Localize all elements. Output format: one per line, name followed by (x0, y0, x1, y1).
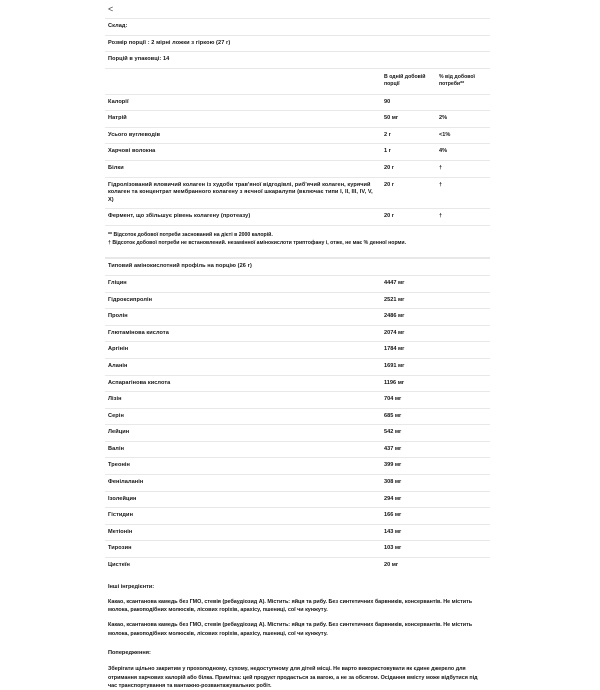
table-row (105, 524, 490, 541)
amino-acid-amount: 685 мг (384, 412, 402, 419)
amino-acid-label: Фенілаланін (108, 479, 144, 486)
amino-acid-label: Валін (108, 445, 125, 452)
amino-acid-amount: 20 мг (384, 562, 399, 569)
back-chevron-icon[interactable]: < (108, 3, 114, 14)
amino-acid-amount: 166 мг (384, 512, 402, 519)
nutrient-label: Фермент, що збільшує рівень колагену (протеазу) (108, 213, 251, 220)
table-row (105, 424, 490, 441)
table-row (105, 160, 490, 177)
servings-per-container-row (105, 51, 490, 68)
column-header-daily-value: % від добової потреби** (439, 73, 476, 88)
supplement-facts-panel (105, 0, 490, 690)
amino-acid-label: Гліцин (108, 279, 127, 286)
table-row (105, 491, 490, 508)
amino-acid-label: Ізолейцин (108, 495, 137, 502)
amino-acid-amount: 2521 мг (384, 296, 405, 303)
table-row (105, 110, 490, 127)
other-ingredients-section (105, 583, 490, 639)
serving-size-label: Розмір порції : 2 мірні ложки з гіркою (27 г) (108, 39, 231, 46)
nutrient-label: Калорії (108, 98, 129, 105)
amino-acid-label: Гідроксипролін (108, 296, 153, 303)
amino-profile-title: Типовий амінокислотний профіль на порцію (26 г) (108, 263, 252, 270)
nutrient-amount: 1 г (384, 148, 391, 155)
table-row (105, 292, 490, 309)
amino-acid-amount: 1196 мг (384, 379, 405, 386)
amino-acid-label: Метіонін (108, 528, 133, 535)
amino-acid-amount: 294 мг (384, 495, 402, 502)
table-row (105, 557, 490, 574)
table-row (105, 474, 490, 491)
other-ingredients-paragraph-1: Какао, ксантанова камедь без ГМО, стевія (ребаудіозид А). Містить: яйця та рибу. Без синтетичних барвників, консервантів. Не містить молока, ракоподібних молюсків, лісових горіхів, арахісу, пшениці, сої чи кунжуту. (108, 598, 473, 614)
amino-acid-label: Лейцин (108, 429, 130, 436)
nutrient-amount: 50 мг (384, 115, 399, 122)
nutrition-table (105, 94, 490, 225)
amino-acid-amount: 143 мг (384, 528, 402, 535)
column-header-amount: В одній добовій порції (384, 73, 426, 88)
amino-acid-amount: 1784 мг (384, 346, 405, 353)
composition-row (105, 18, 490, 35)
nutrient-daily-value: † (439, 213, 443, 220)
warning-paragraph: Зберігати щільно закритим у прохолодному, сухому, недоступному для дітей місці. Не варто використовувати як єдине джерело для отримання харчових калорій або білка. Примітка: цей продукт продається за вагою, а не за обсягом. Осідання вмісту може відбутися під час транспортування та вантажно-розвантажувальних робіт. (108, 666, 478, 690)
nutrient-daily-value: † (439, 164, 443, 171)
table-header-row (105, 68, 490, 94)
nutrient-daily-value: † (439, 181, 443, 188)
amino-acid-label: Глютамінова кислота (108, 329, 169, 336)
nutrient-label: Гідролізований яловичий колаген із худоби трав'яної відгодівлі, риб'ячий колаген, курячий колаген та концентрат мембранного колагену з яєчної шкаралупи (включає типи I, II, III, IV, V, X) (108, 181, 373, 203)
amino-acid-label: Треонін (108, 462, 131, 469)
amino-acid-amount: 704 мг (384, 396, 402, 403)
table-row (105, 341, 490, 358)
nutrient-daily-value: <1% (439, 131, 451, 138)
amino-acid-amount: 1691 мг (384, 362, 405, 369)
table-row (105, 408, 490, 425)
table-row (105, 457, 490, 474)
warning-section (105, 649, 490, 690)
servings-per-container-label: Порцій в упаковці: 14 (108, 56, 170, 63)
serving-size-row (105, 35, 490, 52)
table-row (105, 325, 490, 342)
table-row (105, 208, 490, 225)
amino-acid-label: Цистеїн (108, 562, 130, 569)
other-ingredients-paragraph-2: Какао, ксантанова камедь без ГМО, стевія (ребаудіозид А). Містить: яйця та рибу. Без синтетичних барвників, консервантів. Не містить молока, ракоподібних молюсків, лісових горіхів, арахісу, пшениці, сої чи кунжуту. (108, 622, 473, 637)
footnote-daily-value: ** Відсоток добової потреби заснований на дієті в 2000 калорій. (108, 231, 273, 238)
nutrient-daily-value: 4% (439, 148, 448, 155)
back-navigation[interactable] (105, 0, 490, 18)
nutrient-daily-value: 2% (439, 115, 448, 122)
amino-acid-amount: 103 мг (384, 545, 402, 552)
table-row (105, 177, 490, 209)
amino-profile-section-header (105, 258, 490, 275)
amino-acid-amount: 4447 мг (384, 279, 405, 286)
table-row (105, 507, 490, 524)
composition-label: Склад: (108, 23, 128, 29)
amino-acid-label: Аланін (108, 362, 128, 369)
nutrient-amount: 2 г (384, 131, 391, 138)
footnotes-block (105, 225, 490, 257)
amino-acid-label: Аргінін (108, 346, 129, 353)
amino-acid-amount: 308 мг (384, 479, 402, 486)
other-ingredients-heading: Інші інгредієнти: (108, 583, 155, 590)
amino-acid-label: Тирозин (108, 545, 132, 552)
nutrient-label: Натрій (108, 115, 127, 122)
table-row (105, 94, 490, 111)
amino-acid-label: Гістидин (108, 512, 134, 519)
table-row (105, 143, 490, 160)
amino-acid-amount: 2486 мг (384, 313, 405, 320)
amino-acid-label: Пролін (108, 313, 128, 320)
amino-acid-label: Аспарагінова кислота (108, 379, 171, 386)
amino-acid-amount: 2074 мг (384, 329, 405, 336)
nutrient-amount: 20 г (384, 181, 395, 188)
table-row (105, 275, 490, 292)
nutrient-label: Білки (108, 164, 124, 171)
table-row (105, 540, 490, 557)
table-row (105, 127, 490, 144)
nutrient-label: Харчові волокна (108, 148, 156, 155)
footnote-dagger: † Відсоток добової потреби не встановлений. незамінної амінокислоти триптофану і, отже, не має % денної норми. (108, 240, 407, 247)
table-row (105, 308, 490, 325)
nutrient-label: Усього вуглеводів (108, 131, 161, 138)
warning-heading: Попередження: (108, 650, 151, 657)
nutrient-amount: 90 (384, 98, 391, 105)
table-row (105, 358, 490, 375)
amino-acid-amount: 437 мг (384, 445, 402, 452)
nutrient-amount: 20 г (384, 213, 395, 220)
amino-acid-label: Лізін (108, 396, 122, 403)
table-row (105, 375, 490, 392)
table-row (105, 441, 490, 458)
amino-acid-label: Серін (108, 412, 124, 419)
amino-acid-amount: 399 мг (384, 462, 402, 469)
amino-acid-amount: 542 мг (384, 429, 402, 436)
table-row (105, 391, 490, 408)
nutrient-amount: 20 г (384, 164, 395, 171)
amino-acid-table (105, 275, 490, 574)
